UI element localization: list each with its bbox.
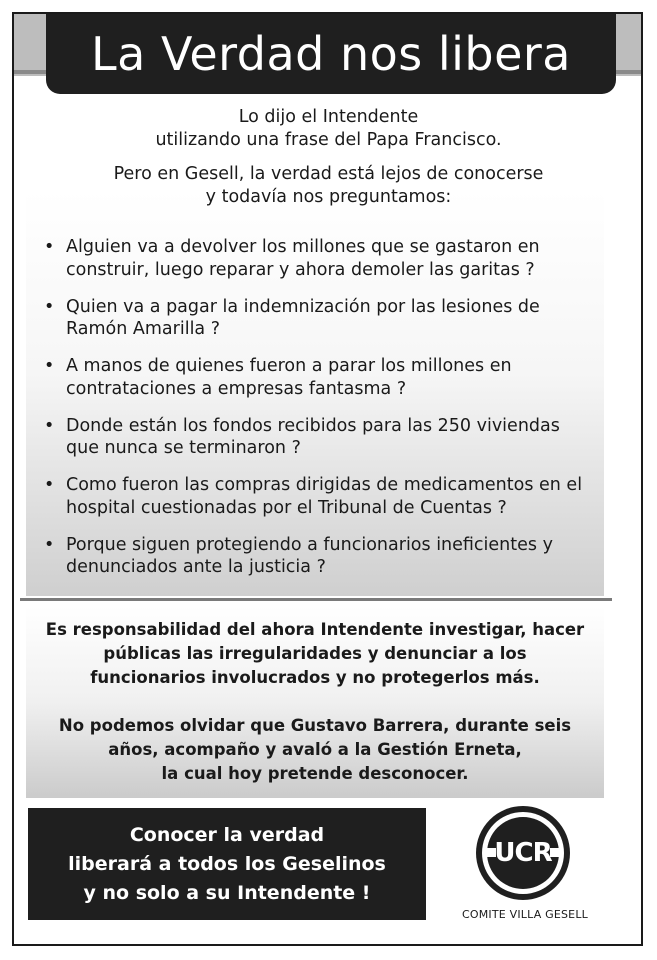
closing-line: y no solo a su Intendente ! — [83, 881, 371, 904]
list-item — [40, 236, 595, 281]
statement-line: años, acompaño y avaló a la Gestión Erneta, — [108, 740, 522, 759]
question-text: Donde están los fondos recibidos para las 250 viviendas que nunca se terminaron ? — [66, 415, 560, 458]
bullet-icon: • — [44, 415, 55, 436]
statement-line: públicas las irregularidades y denunciar a los — [103, 644, 527, 663]
question-text: Alguien va a devolver los millones que se gastaron en construir, luego reparar y ahora demoler las garitas ? — [66, 237, 540, 280]
closing-banner — [28, 808, 426, 920]
bullet-icon: • — [44, 356, 55, 376]
bullet-icon: • — [44, 296, 55, 317]
header-band-left — [14, 14, 46, 76]
statement-line: funcionarios involucrados y no protegerlos más. — [90, 668, 540, 687]
list-item — [40, 534, 595, 579]
bullet-icon: • — [44, 475, 55, 495]
question-text: Quien va a pagar la indemnización por las lesiones de Ramón Amarilla ? — [66, 296, 540, 339]
statement-line: No podemos olvidar que Gustavo Barrera, durante seis — [58, 716, 572, 735]
page-title: La Verdad nos libera — [91, 27, 571, 81]
list-item — [40, 355, 595, 400]
questions-list — [40, 236, 595, 593]
section-divider — [20, 598, 612, 601]
list-item — [40, 296, 595, 341]
list-item — [40, 474, 595, 519]
bullet-icon: • — [44, 237, 55, 257]
logo-text: UCR — [494, 838, 552, 868]
question-text: A manos de quienes fueron a parar los millones en contrataciones a empresas fantasma ? — [66, 356, 512, 399]
statement-line: la cual hoy pretende desconocer. — [161, 764, 469, 783]
closing-line: Conocer la verdad — [129, 823, 325, 846]
logo-ring — [482, 812, 564, 894]
intro-line: y todavía nos preguntamos: — [205, 187, 452, 207]
intro-block-2 — [0, 163, 657, 209]
logo-core — [487, 817, 559, 889]
intro-block-1 — [0, 106, 657, 152]
intro-line: Lo dijo el Intendente — [238, 107, 419, 127]
title-banner — [46, 14, 616, 94]
list-item — [40, 415, 595, 460]
question-text: Como fueron las compras dirigidas de medicamentos en el hospital cuestionadas por el Tribunal de Cuentas ? — [66, 475, 583, 518]
ucr-logo — [476, 806, 570, 900]
intro-line: utilizando una frase del Papa Francisco. — [155, 130, 502, 150]
paragraph-gap — [26, 690, 604, 714]
bullet-icon: • — [44, 534, 55, 555]
statement-text — [26, 618, 604, 786]
logo-caption: COMITE VILLA GESELL — [461, 908, 588, 921]
statement-line: Es responsabilidad del ahora Intendente investigar, hacer — [45, 620, 585, 639]
question-text: Porque siguen protegiendo a funcionarios ineficientes y denunciados ante la justicia ? — [66, 534, 553, 577]
closing-line: liberará a todos los Geselinos — [68, 852, 386, 875]
intro-line: Pero en Gesell, la verdad está lejos de conocerse — [113, 164, 544, 184]
